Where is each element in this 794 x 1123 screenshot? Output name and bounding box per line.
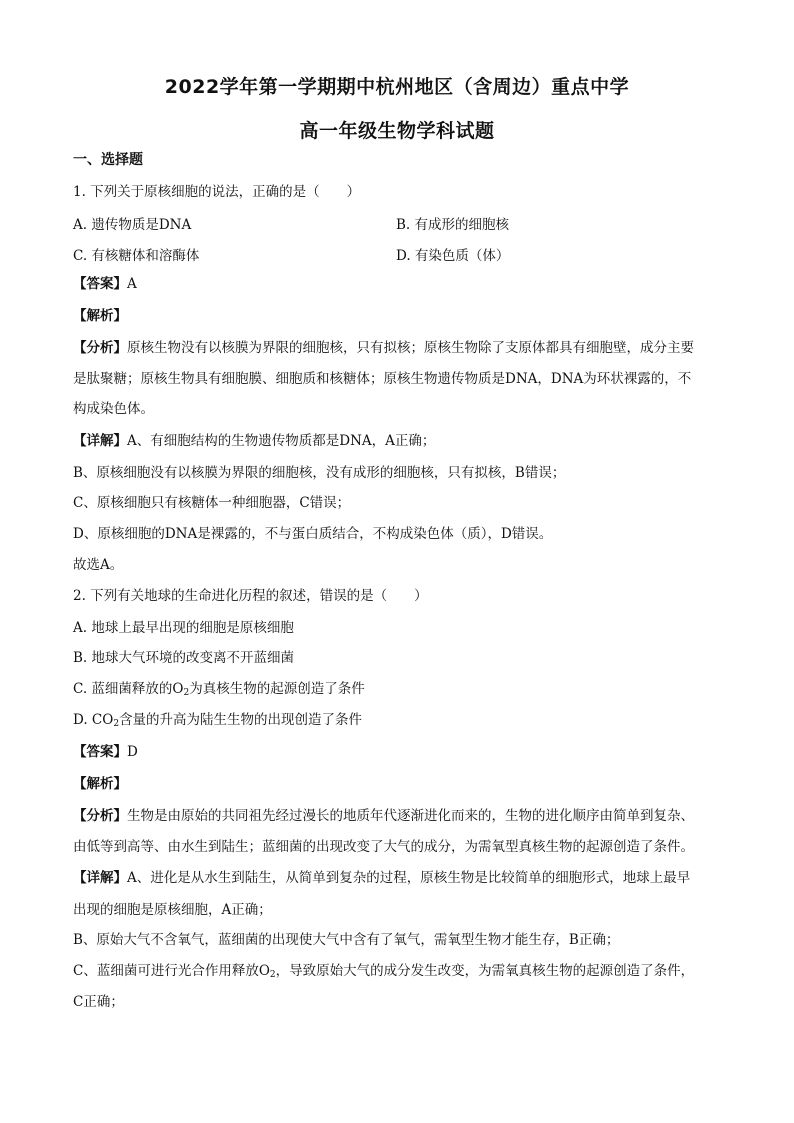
answer-tag: 【答案】 [73,276,127,292]
section-heading: 一、选择题 [73,152,143,168]
answer-value: A [127,276,137,292]
q1-answer [73,274,723,294]
q1-fenxi-line-1 [73,338,723,358]
q1-xiangjie-c: C、原核细胞只有核糖体一种细胞器，C错误； [73,495,351,511]
xiangjie-text: A、进化是从水生到陆生，从简单到复杂的过程，原核生物是比较简单的细胞形式，地球上最早 [127,870,691,886]
q1-xiangjie-b: B、原核细胞没有以核膜为界限的细胞核，没有成形的细胞核，只有拟核，B错误； [73,465,566,481]
q2-xiangjie-c2: C正确； [73,994,124,1010]
analysis-tag: 【解析】 [73,308,127,324]
xiangjie-tag: 【详解】 [73,433,127,449]
q2-fenxi-line-1 [73,806,723,826]
q2-stem: 2. 下列有关地球的生命进化历程的叙述，错误的是（ ） [73,588,428,604]
fenxi-tag: 【分析】 [73,340,127,356]
q2-option-c-text-rest: 为真核生物的起源创造了条件 [189,681,365,697]
analysis-tag: 【解析】 [73,776,127,792]
exam-subtitle: 高一年级生物学科试题 [299,120,495,142]
subscript: 2 [113,719,120,729]
q2-option-a: A. 地球上最早出现的细胞是原核细胞 [73,620,294,636]
q2-xiangjie-c1 [73,961,723,985]
q2-option-d [73,710,723,734]
exam-title: 2022学年第一学期期中杭州地区（含周边）重点中学 [164,76,630,98]
q1-analysis-tag [73,306,723,326]
q2-analysis-tag [73,774,723,794]
q2-xiangjie-a1 [73,868,723,888]
q2-xiangjie-c-text-rest: ，导致原始大气的成分发生改变，为需氧真核生物的起源创造了条件， [275,963,695,979]
q1-fenxi-line-3: 构成染色体。 [73,401,154,417]
q2-option-c-text: C. 蓝细菌释放的O [73,681,184,697]
q1-option-d: D. 有染色质（体） [396,248,510,264]
fenxi-tag: 【分析】 [73,808,127,824]
q2-option-b: B. 地球大气环境的改变离不开蓝细菌 [73,650,295,666]
q1-xiangjie-d: D、原核细胞的DNA是裸露的，不与蛋白质结合，不构成染色体（质），D错误。 [73,526,553,542]
q2-answer [73,742,723,762]
fenxi-text: 生物是由原始的共同祖先经过漫长的地质年代逐渐进化而来的，生物的进化顺序由简单到复杂、 [127,808,694,824]
answer-value: D [127,744,138,760]
q1-xiangjie-a [73,431,723,451]
q1-conclusion: 故选A。 [73,557,124,573]
q1-fenxi-line-2: 是肽聚糖；原核生物具有细胞膜、细胞质和核糖体；原核生物遗传物质是DNA，DNA为环状裸露的，不 [73,371,692,387]
q2-option-d-text-rest: 含量的升高为陆生生物的出现创造了条件 [119,712,363,728]
q1-option-b: B. 有成形的细胞核 [396,217,510,233]
xiangjie-tag: 【详解】 [73,870,127,886]
q1-stem: 1. 下列关于原核细胞的说法，正确的是（ ） [73,184,361,200]
q1-option-a: A. 遗传物质是DNA [73,217,192,233]
q2-xiangjie-a2: 出现的细胞是原核细胞，A正确； [73,902,272,918]
q2-fenxi-line-2: 由低等到高等、由水生到陆生；蓝细菌的出现改变了大气的成分，为需氧型真核生物的起源创造了条件。 [73,839,694,855]
q2-xiangjie-b: B、原始大气不含氧气，蓝细菌的出现使大气中含有了氧气，需氧型生物才能生存，B正确； [73,932,620,948]
subscript: 2 [269,970,276,980]
q1-option-c: C. 有核糖体和溶酶体 [73,248,200,264]
q2-option-c [73,679,723,703]
subscript: 2 [183,688,190,698]
q2-option-d-text: D. CO [73,712,114,728]
xiangjie-text: A、有细胞结构的生物遗传物质都是DNA，A正确； [127,433,436,449]
answer-tag: 【答案】 [73,744,127,760]
fenxi-text: 原核生物没有以核膜为界限的细胞核，只有拟核；原核生物除了支原体都具有细胞壁，成分主要 [127,340,694,356]
q2-xiangjie-c-text: C、蓝细菌可进行光合作用释放O [73,963,270,979]
